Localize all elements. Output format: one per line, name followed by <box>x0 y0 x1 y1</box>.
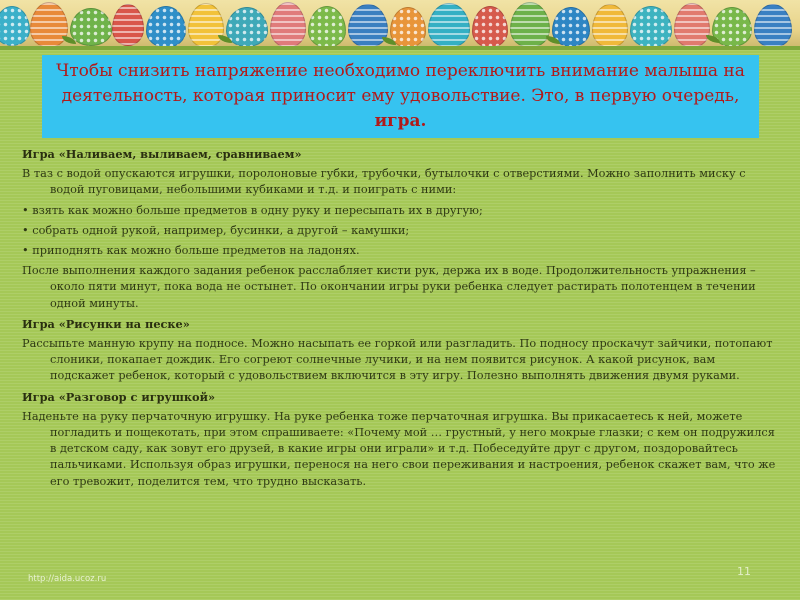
egg-decoration <box>188 3 224 48</box>
section-title: Игра «Наливаем, выливаем, сравниваем» <box>22 147 302 161</box>
egg-decoration <box>0 6 30 46</box>
egg-decoration <box>348 4 388 48</box>
egg-decoration <box>630 6 672 48</box>
egg-decoration <box>754 4 792 48</box>
banner-highlight: игра. <box>374 111 427 131</box>
egg-decoration <box>308 6 346 48</box>
paragraph: В таз с водой опускаются игрушки, поролоновые губки, трубочки, бутылочки с отверстиями. Можно заполнить миску с водой пуговицами, небольшими кубиками и т.д. и поиграть с ними: <box>22 167 746 197</box>
bullet-item: • взять как можно больше предметов в одну руку и пересыпать их в другую; <box>22 203 483 217</box>
banner-text: Чтобы снизить напряжение необходимо переключить внимание малыша на деятельность, которая приносит ему удовольствие. Это, в первую очередь, <box>56 61 745 106</box>
egg-decoration <box>112 4 144 46</box>
egg-decoration <box>592 4 628 48</box>
egg-decoration <box>472 6 508 48</box>
bullet-item: • приподнять как можно больше предметов на ладонях. <box>22 244 360 258</box>
paragraph: Наденьте на руку перчаточную игрушку. На руке ребенка тоже перчаточная игрушка. Вы прикасаетесь к ней, можете погладить и пощекотать, при этом спрашиваете: «Почему мой … грустный, у него мокрые глазки; с кем он подружился в детском саду, как зовут его друзей, в какие игры они играли» и т.д. Побеседуйте друг с другом, поздоровайтесь пальчиками. Используя образ игрушки, перенося на него свои переживания и настроения, ребенок скажет вам, что же его тревожит, поделится тем, что трудно высказать. <box>22 409 776 488</box>
title-banner <box>42 55 759 138</box>
egg-decoration <box>30 2 68 48</box>
egg-decoration <box>428 3 470 48</box>
section-title: Игра «Разговор с игрушкой» <box>22 389 216 404</box>
bullet-item: • собрать одной рукой, например, бусинки, а другой – камушки; <box>22 223 410 237</box>
page-number: 11 <box>737 565 751 578</box>
egg-decoration <box>70 8 112 46</box>
paragraph: После выполнения каждого задания ребенок расслабляет кисти рук, держа их в воде. Продолжительность упражнения – около пяти минут, пока вода не остынет. По окончании игры руки ребенка следует растирать полотенцем в течении одной минуты. <box>22 264 756 310</box>
border-edge <box>0 46 800 50</box>
easter-egg-border <box>0 0 800 50</box>
paragraph: Рассыпьте манную крупу на подносе. Можно насыпать ее горкой или разгладить. По подносу проскачут зайчики, потопают слоники, покапает дождик. Его согреют солнечные лучики, и на нем появится рисунок. А какой рисунок, вам подскажет ребенок, который с удовольствием включится в эту игру. Полезно выполнять движения двумя руками. <box>22 337 773 383</box>
egg-decoration <box>510 2 550 48</box>
egg-decoration <box>270 2 306 48</box>
footer-url: http://aida.ucoz.ru <box>28 574 107 584</box>
main-content <box>22 146 778 494</box>
egg-decoration <box>674 3 710 48</box>
egg-decoration <box>146 6 186 48</box>
section-title: Игра «Рисунки на песке» <box>22 316 190 331</box>
egg-decoration <box>226 7 268 47</box>
